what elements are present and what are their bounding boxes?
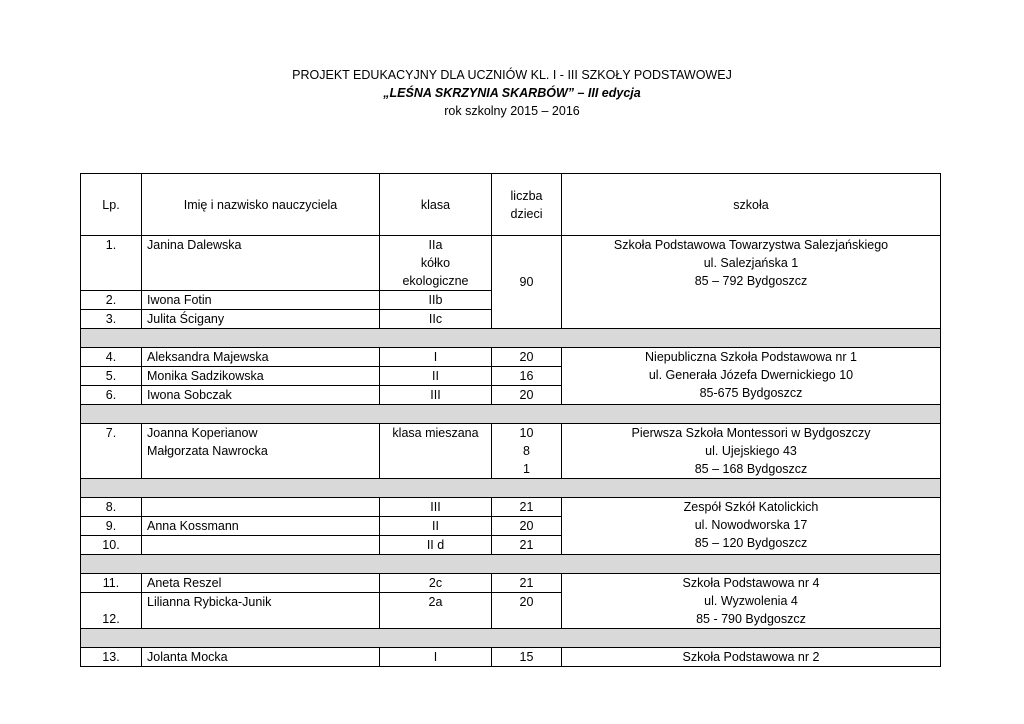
cell-school [562,498,941,555]
cell-teacher: Jolanta Mocka [142,648,380,667]
cell-klasa: II [380,517,492,536]
cell-liczba-merged: 90 [492,236,562,329]
school-city: 85 – 120 Bydgoszcz [694,536,808,550]
cell-teacher: Iwona Fotin [142,291,380,310]
separator-row [81,555,941,574]
cell-school [562,574,941,629]
table-row [81,236,941,291]
cell-liczba: 20 [492,593,562,629]
header-title: PROJEKT EDUKACYJNY DLA UCZNIÓW KL. I - III SZKOŁY PODSTAWOWEJ [292,68,732,82]
header-school-year: rok szkolny 2015 – 2016 [444,104,580,118]
cell-lp: 6. [81,386,142,405]
cell-klasa: IIc [380,310,492,329]
cell-lp: 11. [81,574,142,593]
cell-klasa-line: ekologiczne [402,274,469,288]
separator-cell [81,329,941,348]
cell-teacher [142,424,380,479]
cell-teacher: Anna Kossmann [142,517,380,536]
separator-cell [81,405,941,424]
school-city: 85 - 790 Bydgoszcz [696,612,806,626]
cell-lp: 5. [81,367,142,386]
cell-liczba: 21 [492,536,562,555]
school-street: ul. Nowodworska 17 [694,518,808,532]
cell-lp: 1. [81,236,142,291]
liczba-value: 8 [523,444,530,458]
cell-lp: 3. [81,310,142,329]
cell-klasa: III [380,498,492,517]
cell-klasa: III [380,386,492,405]
cell-teacher: Iwona Sobczak [142,386,380,405]
separator-row [81,405,941,424]
cell-liczba: 21 [492,574,562,593]
cell-liczba: 20 [492,517,562,536]
cell-lp: 10. [81,536,142,555]
cell-klasa: 2a [380,593,492,629]
cell-liczba: 16 [492,367,562,386]
cell-klasa: II [380,367,492,386]
cell-klasa: I [380,648,492,667]
cell-lp: 13. [81,648,142,667]
cell-klasa [380,236,492,291]
cell-teacher: Monika Sadzikowska [142,367,380,386]
cell-teacher: Aleksandra Majewska [142,348,380,367]
cell-klasa: 2c [380,574,492,593]
cell-teacher: Janina Dalewska [142,236,380,291]
liczba-value: 10 [519,426,534,440]
col-header-liczba-line2: dzieci [510,206,543,221]
table-row [81,498,941,517]
separator-row [81,479,941,498]
table-row [81,348,941,367]
teacher-name: Małgorzata Nawrocka [147,444,268,458]
cell-liczba: 20 [492,386,562,405]
cell-school [562,648,941,667]
cell-klasa: IIb [380,291,492,310]
school-name: Zespół Szkół Katolickich [683,500,819,514]
cell-lp: 2. [81,291,142,310]
cell-klasa-line: IIa [428,238,443,252]
teachers-table [80,173,941,667]
col-header-klasa: klasa [380,174,492,236]
cell-liczba: 15 [492,648,562,667]
cell-teacher: Aneta Reszel [142,574,380,593]
cell-teacher: Julita Ścigany [142,310,380,329]
separator-cell [81,479,941,498]
cell-lp: 7. [81,424,142,479]
cell-liczba [492,424,562,479]
header-project-name: „LEŚNA SKRZYNIA SKARBÓW” – III edycja [383,86,641,100]
cell-lp: 8. [81,498,142,517]
cell-lp: 9. [81,517,142,536]
cell-klasa-line: kółko [420,256,451,270]
table-row [81,424,941,479]
cell-school [562,348,941,405]
cell-lp: 4. [81,348,142,367]
cell-liczba: 21 [492,498,562,517]
cell-liczba: 20 [492,348,562,367]
separator-row [81,629,941,648]
school-name: Szkoła Podstawowa nr 2 [682,650,820,664]
separator-cell [81,629,941,648]
col-header-name: Imię i nazwisko nauczyciela [142,174,380,236]
col-header-liczba-line1: liczba [510,188,543,203]
school-city: 85-675 Bydgoszcz [699,386,803,400]
cell-teacher [142,536,380,555]
school-city: 85 – 168 Bydgoszcz [694,462,808,476]
school-street: ul. Ujejskiego 43 [705,444,797,458]
cell-lp: 12. [81,593,142,629]
school-street: ul. Salezjańska 1 [703,256,799,270]
col-header-lp: Lp. [81,174,142,236]
school-name: Niepubliczna Szkoła Podstawowa nr 1 [645,350,857,364]
table-header-row [81,174,941,236]
cell-klasa: I [380,348,492,367]
cell-school [562,424,941,479]
col-header-liczba [492,174,562,236]
school-city: 85 – 792 Bydgoszcz [694,274,808,288]
school-street: ul. Generała Józefa Dwernickiego 10 [648,368,854,382]
cell-teacher [142,498,380,517]
cell-klasa: II d [380,536,492,555]
cell-teacher: Lilianna Rybicka-Junik [142,593,380,629]
cell-klasa: klasa mieszana [380,424,492,479]
school-name: Szkoła Podstawowa Towarzystwa Salezjańskiego [613,238,889,252]
cell-school [562,236,941,329]
school-street: ul. Wyzwolenia 4 [704,594,798,608]
table-row [81,648,941,667]
school-name: Pierwsza Szkoła Montessori w Bydgoszczy [631,426,871,440]
col-header-szkola: szkoła [562,174,941,236]
liczba-value: 1 [523,462,530,476]
teacher-name: Joanna Koperianow [147,426,258,440]
school-name: Szkoła Podstawowa nr 4 [682,576,820,590]
table-row [81,574,941,593]
separator-row [81,329,941,348]
separator-cell [81,555,941,574]
document-header [0,66,1024,120]
